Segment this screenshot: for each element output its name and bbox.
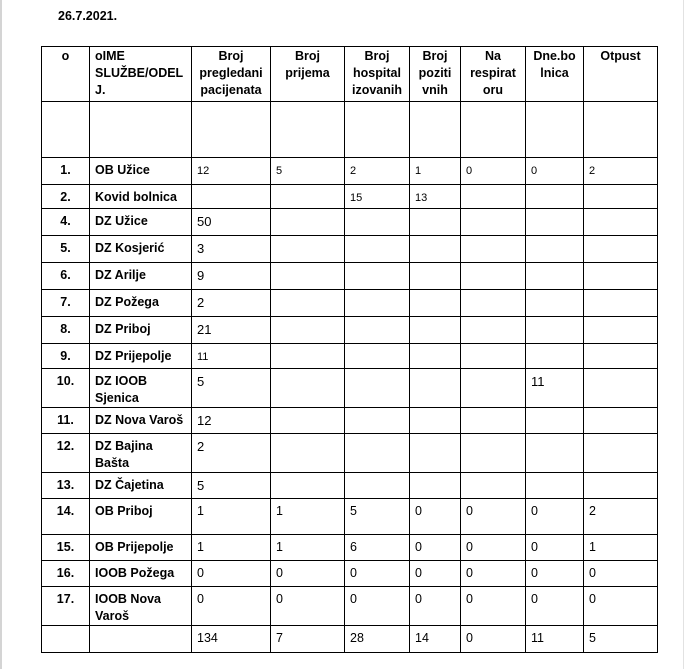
day-hospital-cell: 11 <box>526 626 584 653</box>
admissions-cell <box>271 369 345 408</box>
service-name-cell <box>90 236 192 263</box>
discharged-cell <box>584 317 658 344</box>
examined-cell: 2 <box>192 290 271 317</box>
discharged-cell <box>584 434 658 473</box>
header-line: SLUŽBE/ODEL <box>95 66 184 80</box>
positive-cell <box>410 236 461 263</box>
day-hospital-cell <box>526 209 584 236</box>
positive-cell: 0 <box>410 499 461 535</box>
hospitalized-cell <box>345 236 410 263</box>
header-line: Broj <box>218 49 244 63</box>
row-number-cell: 15. <box>42 535 90 561</box>
col-discharged-header <box>584 47 658 102</box>
admissions-cell: 1 <box>271 535 345 561</box>
day-hospital-cell <box>526 434 584 473</box>
hospitalized-cell <box>345 473 410 499</box>
discharged-cell <box>584 236 658 263</box>
admissions-cell: 0 <box>271 561 345 587</box>
table-row <box>42 290 658 317</box>
admissions-cell <box>271 317 345 344</box>
day-hospital-cell <box>526 263 584 290</box>
service-name-cell <box>90 102 192 158</box>
hospitalized-cell <box>345 408 410 434</box>
day-hospital-cell: 0 <box>526 158 584 185</box>
respirator-cell: 0 <box>461 587 526 626</box>
service-name-cell <box>90 408 192 434</box>
discharged-cell: 0 <box>584 561 658 587</box>
service-name-line: DZ Bajina <box>95 439 153 453</box>
admissions-cell <box>271 209 345 236</box>
discharged-cell <box>584 290 658 317</box>
admissions-cell <box>271 236 345 263</box>
hospitalized-cell <box>345 290 410 317</box>
row-number-cell: 1. <box>42 158 90 185</box>
row-number-cell: 7. <box>42 290 90 317</box>
service-name-cell <box>90 626 192 653</box>
discharged-cell: 1 <box>584 535 658 561</box>
col-admissions-header <box>271 47 345 102</box>
row-number-cell: 17. <box>42 587 90 626</box>
respirator-cell <box>461 434 526 473</box>
table-row <box>42 408 658 434</box>
table-row <box>42 185 658 209</box>
examined-cell: 134 <box>192 626 271 653</box>
service-name-cell <box>90 473 192 499</box>
day-hospital-cell <box>526 317 584 344</box>
examined-cell <box>192 102 271 158</box>
examined-cell: 12 <box>192 408 271 434</box>
header-line: pacijenata <box>200 83 262 97</box>
row-number-cell: 4. <box>42 209 90 236</box>
col-examined-header <box>192 47 271 102</box>
examined-cell: 50 <box>192 209 271 236</box>
hospitalized-cell <box>345 263 410 290</box>
positive-cell <box>410 317 461 344</box>
respirator-cell <box>461 185 526 209</box>
discharged-cell <box>584 102 658 158</box>
examined-cell: 2 <box>192 434 271 473</box>
respirator-cell: 0 <box>461 626 526 653</box>
service-name-line: DZ Prijepolje <box>95 349 172 363</box>
row-number-cell: 12. <box>42 434 90 473</box>
discharged-cell <box>584 209 658 236</box>
respirator-cell: 0 <box>461 535 526 561</box>
day-hospital-cell <box>526 185 584 209</box>
header-line: Dne.bo <box>533 49 576 63</box>
respirator-cell <box>461 290 526 317</box>
examined-cell: 11 <box>192 344 271 369</box>
row-number-cell: 10. <box>42 369 90 408</box>
col-respirator-header <box>461 47 526 102</box>
respirator-cell: 0 <box>461 158 526 185</box>
table-row <box>42 263 658 290</box>
respirator-cell <box>461 317 526 344</box>
report-date: 26.7.2021. <box>58 9 118 23</box>
examined-cell: 3 <box>192 236 271 263</box>
row-number-cell: 16. <box>42 561 90 587</box>
header-line: pregledani <box>199 66 263 80</box>
hospitalized-cell <box>345 344 410 369</box>
day-hospital-cell <box>526 290 584 317</box>
positive-cell <box>410 209 461 236</box>
day-hospital-cell <box>526 102 584 158</box>
service-name-line: Sjenica <box>95 391 139 405</box>
service-name-cell <box>90 158 192 185</box>
discharged-cell <box>584 408 658 434</box>
service-name-line: DZ Nova Varoš <box>95 413 184 427</box>
examined-cell: 0 <box>192 587 271 626</box>
service-name-line: IOOB Požega <box>95 566 175 580</box>
discharged-cell: 5 <box>584 626 658 653</box>
discharged-cell <box>584 263 658 290</box>
service-name-line: DZ Priboj <box>95 322 151 336</box>
table-row <box>42 317 658 344</box>
day-hospital-cell <box>526 236 584 263</box>
header-line: oru <box>482 83 504 97</box>
day-hospital-cell: 0 <box>526 561 584 587</box>
service-name-line: DZ IOOB <box>95 374 148 388</box>
service-name-cell <box>90 561 192 587</box>
respirator-cell: 0 <box>461 499 526 535</box>
discharged-cell: 2 <box>584 158 658 185</box>
admissions-cell <box>271 408 345 434</box>
col-index-header <box>42 47 90 102</box>
admissions-cell <box>271 263 345 290</box>
table-row <box>42 499 658 535</box>
admissions-cell <box>271 473 345 499</box>
positive-cell <box>410 102 461 158</box>
respirator-cell <box>461 473 526 499</box>
positive-cell: 0 <box>410 561 461 587</box>
row-number-cell: 9. <box>42 344 90 369</box>
row-number-cell: 2. <box>42 185 90 209</box>
table-row <box>42 344 658 369</box>
row-number-cell: 6. <box>42 263 90 290</box>
service-name-line: Kovid bolnica <box>95 190 177 204</box>
positive-cell <box>410 473 461 499</box>
hospitalized-cell: 0 <box>345 587 410 626</box>
header-line: respirat <box>470 66 516 80</box>
page-right-edge <box>683 0 684 669</box>
service-name-line: IOOB Nova <box>95 592 161 606</box>
table-row <box>42 626 658 653</box>
col-positive-header <box>410 47 461 102</box>
service-name-line: OB Priboj <box>95 504 153 518</box>
col-hospitalized-header <box>345 47 410 102</box>
admissions-cell <box>271 102 345 158</box>
day-hospital-cell: 0 <box>526 535 584 561</box>
examined-cell <box>192 185 271 209</box>
examined-cell: 1 <box>192 499 271 535</box>
examined-cell: 0 <box>192 561 271 587</box>
service-name-line: DZ Požega <box>95 295 159 309</box>
service-name-cell <box>90 209 192 236</box>
header-line: J. <box>95 83 106 97</box>
admissions-cell <box>271 434 345 473</box>
header-line: Broj <box>295 49 320 63</box>
examined-cell: 5 <box>192 369 271 408</box>
header-line: Na <box>485 49 501 63</box>
header-line: o <box>61 49 70 63</box>
service-name-cell <box>90 185 192 209</box>
positive-cell <box>410 263 461 290</box>
service-name-cell <box>90 434 192 473</box>
table-row <box>42 158 658 185</box>
respirator-cell <box>461 408 526 434</box>
hospitalized-cell: 28 <box>345 626 410 653</box>
service-name-cell <box>90 344 192 369</box>
admissions-cell: 0 <box>271 587 345 626</box>
table-row <box>42 587 658 626</box>
report-table <box>41 46 658 653</box>
positive-cell: 0 <box>410 535 461 561</box>
examined-cell: 12 <box>192 158 271 185</box>
service-name-cell <box>90 535 192 561</box>
header-line: izovanih <box>351 83 402 97</box>
service-name-line: OB Užice <box>95 163 150 177</box>
service-name-line: Bašta <box>95 456 130 470</box>
header-line: vnih <box>422 83 448 97</box>
hospitalized-cell <box>345 317 410 344</box>
discharged-cell: 2 <box>584 499 658 535</box>
hospitalized-cell <box>345 102 410 158</box>
table-row <box>42 102 658 158</box>
col-service-header <box>90 47 192 102</box>
table-row <box>42 561 658 587</box>
header-line: poziti <box>418 66 452 80</box>
header-line: prijema <box>285 66 330 80</box>
service-name-line: Varoš <box>95 609 130 623</box>
hospitalized-cell <box>345 434 410 473</box>
service-name-cell <box>90 263 192 290</box>
day-hospital-cell <box>526 408 584 434</box>
row-number-cell: 8. <box>42 317 90 344</box>
hospitalized-cell: 2 <box>345 158 410 185</box>
table-row <box>42 369 658 408</box>
service-name-line: DZ Arilje <box>95 268 146 282</box>
positive-cell <box>410 344 461 369</box>
day-hospital-cell: 11 <box>526 369 584 408</box>
hospitalized-cell <box>345 369 410 408</box>
respirator-cell <box>461 209 526 236</box>
page-left-edge <box>0 0 2 669</box>
service-name-line: OB Prijepolje <box>95 540 174 554</box>
row-number-cell <box>42 102 90 158</box>
table-header-row <box>42 47 658 102</box>
header-line: Otpust <box>600 49 641 63</box>
service-name-cell <box>90 369 192 408</box>
header-line: oIME <box>95 49 125 63</box>
hospitalized-cell <box>345 209 410 236</box>
table-row <box>42 535 658 561</box>
col-day-hospital-header <box>526 47 584 102</box>
respirator-cell: 0 <box>461 561 526 587</box>
day-hospital-cell <box>526 344 584 369</box>
hospitalized-cell: 5 <box>345 499 410 535</box>
hospitalized-cell: 15 <box>345 185 410 209</box>
row-number-cell: 13. <box>42 473 90 499</box>
day-hospital-cell: 0 <box>526 499 584 535</box>
service-name-line: DZ Užice <box>95 214 148 228</box>
table-row <box>42 434 658 473</box>
examined-cell: 1 <box>192 535 271 561</box>
day-hospital-cell <box>526 473 584 499</box>
header-line: Broj <box>422 49 448 63</box>
service-name-cell <box>90 499 192 535</box>
admissions-cell: 1 <box>271 499 345 535</box>
admissions-cell <box>271 185 345 209</box>
respirator-cell <box>461 102 526 158</box>
header-line: Broj <box>364 49 390 63</box>
discharged-cell <box>584 185 658 209</box>
respirator-cell <box>461 263 526 290</box>
table-body <box>42 102 658 653</box>
header-line: lnica <box>540 66 569 80</box>
service-name-cell <box>90 290 192 317</box>
hospitalized-cell: 6 <box>345 535 410 561</box>
admissions-cell <box>271 290 345 317</box>
row-number-cell: 11. <box>42 408 90 434</box>
admissions-cell: 5 <box>271 158 345 185</box>
positive-cell <box>410 408 461 434</box>
service-name-line: DZ Čajetina <box>95 478 164 492</box>
positive-cell: 14 <box>410 626 461 653</box>
day-hospital-cell: 0 <box>526 587 584 626</box>
positive-cell: 1 <box>410 158 461 185</box>
row-number-cell: 5. <box>42 236 90 263</box>
service-name-line: DZ Kosjerić <box>95 241 165 255</box>
examined-cell: 5 <box>192 473 271 499</box>
admissions-cell <box>271 344 345 369</box>
positive-cell: 0 <box>410 587 461 626</box>
hospitalized-cell: 0 <box>345 561 410 587</box>
service-name-cell <box>90 317 192 344</box>
row-number-cell <box>42 626 90 653</box>
table-row <box>42 209 658 236</box>
respirator-cell <box>461 236 526 263</box>
positive-cell <box>410 369 461 408</box>
respirator-cell <box>461 344 526 369</box>
positive-cell <box>410 290 461 317</box>
admissions-cell: 7 <box>271 626 345 653</box>
positive-cell: 13 <box>410 185 461 209</box>
table-row <box>42 473 658 499</box>
table-row <box>42 236 658 263</box>
examined-cell: 9 <box>192 263 271 290</box>
discharged-cell: 0 <box>584 587 658 626</box>
examined-cell: 21 <box>192 317 271 344</box>
discharged-cell <box>584 344 658 369</box>
header-line: hospital <box>353 66 401 80</box>
respirator-cell <box>461 369 526 408</box>
positive-cell <box>410 434 461 473</box>
row-number-cell: 14. <box>42 499 90 535</box>
service-name-cell <box>90 587 192 626</box>
discharged-cell <box>584 369 658 408</box>
discharged-cell <box>584 473 658 499</box>
